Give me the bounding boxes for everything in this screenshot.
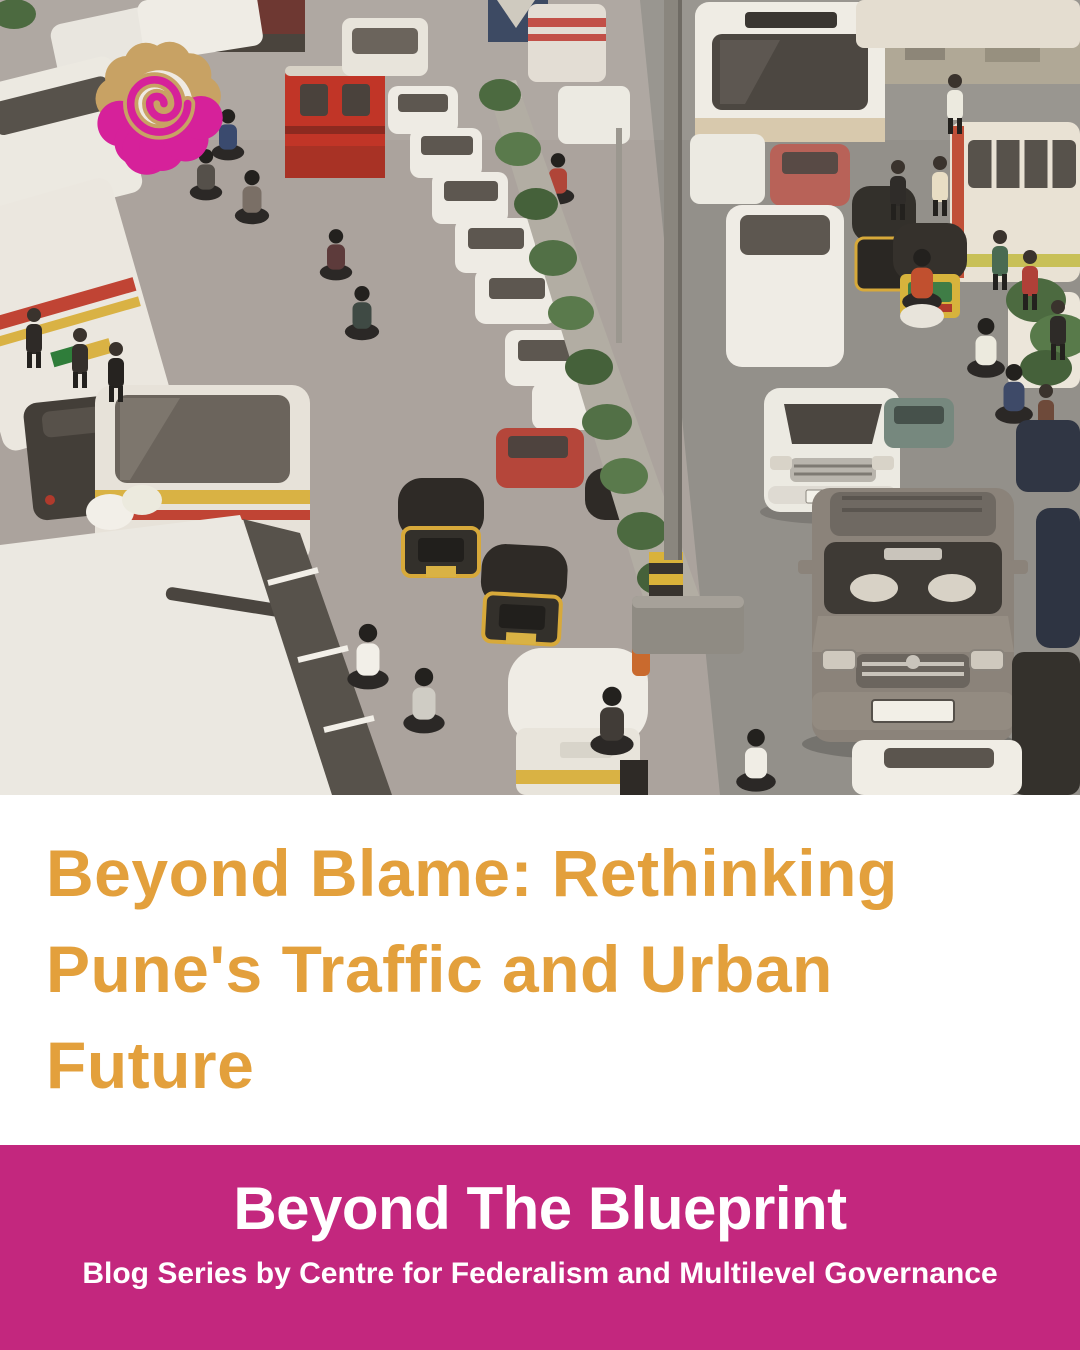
post-title: Beyond Blame: Rethinking Pune's Traffic and Urban Future: [46, 836, 898, 1102]
series-title: Beyond The Blueprint: [233, 1175, 847, 1242]
organization-logo: [86, 38, 238, 190]
dark-car: [1016, 420, 1080, 492]
red-bus: [285, 66, 385, 178]
white-van: [726, 205, 844, 367]
white-canopy-rickshaw: [508, 636, 650, 795]
auto-rickshaw: [478, 543, 569, 646]
series-banner: [0, 1145, 1080, 1350]
dark-car: [1036, 508, 1080, 648]
pink-striped-bus: [528, 4, 606, 82]
title-section: [0, 795, 1080, 1145]
gray-mpv: [798, 488, 1028, 760]
right-edge-bus: [950, 122, 1080, 282]
dark-car: [1012, 652, 1080, 795]
auto-rickshaw: [398, 478, 484, 577]
series-subtitle: Blog Series by Centre for Federalism and Multilevel Governance: [82, 1257, 998, 1290]
flower-spiral-icon: [86, 38, 238, 190]
